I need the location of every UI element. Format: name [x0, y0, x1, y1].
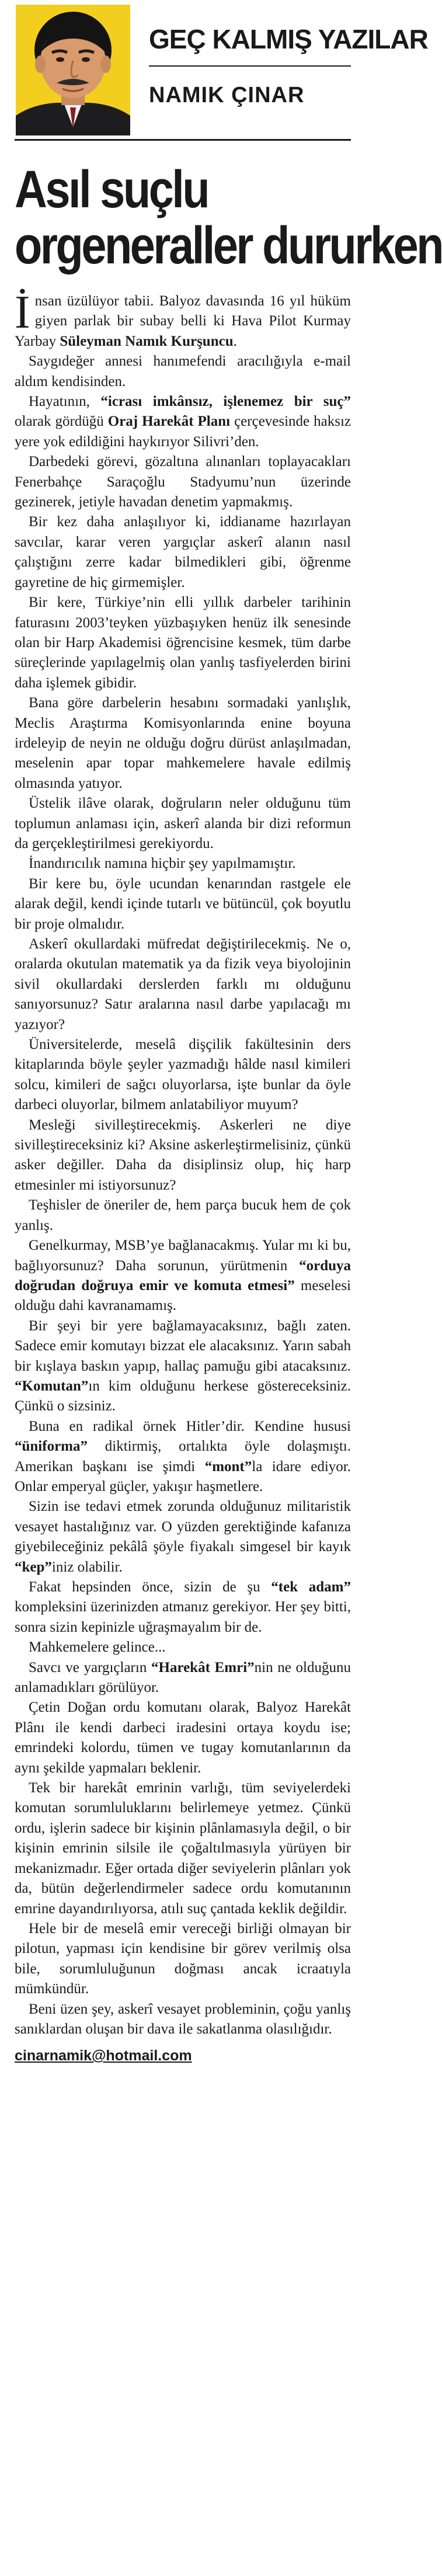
paragraph-text: Askerî okullardaki müfredat değiştirilecekmiş. Ne o, oralarda okutulan matematik ya da fizik veya biyolojinin sivil okullardaki derslerden farklı mı olduğunu sanıyorsunuz? Satır aralarına nasıl darbe yapılacağı mı yazıyor?: [15, 936, 351, 1033]
paragraph-text: diktirmiş, ortalıkta öyle dolaşmıştı. Amerikan başkanı ise şimdi: [15, 1438, 351, 1475]
article-body: [15, 287, 351, 2039]
article-paragraph: [15, 1577, 351, 1638]
paragraph-text: Hayatının,: [29, 394, 101, 410]
article-paragraph: [15, 392, 351, 452]
emphasized-text: “orduya doğrudan doğruya emir ve komuta etmesi”: [15, 1257, 351, 1294]
paragraph-text: Bir kere, Türkiye’nin elli yıllık darbeler tarihinin faturasını 2003’teyken yüzbaşıyken henüz ilk senesinde olan bir Harp Akademisi öğrencisine kesmek, tüm darbe süreçlerinde yapılagelmiş olan yanlış tasfiyelerden birini daha işlemek gibidir.: [15, 595, 351, 691]
article-paragraph: [15, 2000, 351, 2040]
paragraph-text: ın kim olduğunu herkese göstereceksiniz. Çünkü o sizsiniz.: [15, 1378, 351, 1414]
paragraph-text: olarak gördüğü: [15, 413, 108, 430]
article-paragraph: [15, 593, 351, 693]
paragraph-text: nsan üzülüyor tabii.: [34, 293, 154, 309]
article-paragraph: [15, 874, 351, 934]
paragraph-text: Üniversitelerde, meselâ dişçilik fakültesinin ders kitaplarında böyle şeyler yazmadığı hâlde nasıl kimileri solcu, kimileri de sağcı oluyorlarsa, işte bunlar da öyle darbeci oluyorlar, bilmem anlatabiliyor muyum?: [15, 1037, 351, 1113]
column-header: [15, 0, 428, 141]
paragraph-text: Bana göre darbelerin hesabını sormadaki yanlışlık, Meclis Araştırma Komisyonlarında enine boyuna irdeleyip de neyin ne olduğu doğru dürüst anlaşılmadan, meselenin apar topar mahkemelere havale edilmiş olmasında yatıyor.: [15, 695, 351, 791]
emphasized-text: Oraj Harekât Planı: [107, 413, 231, 430]
article-paragraph: [15, 1236, 351, 1316]
emphasized-text: “Harekât Emri”: [151, 1659, 255, 1675]
emphasized-text: “icrası imkânsız, işlenemez bir suç”: [100, 394, 351, 410]
emphasized-text: “üniforma”: [15, 1438, 88, 1455]
article-paragraph: [15, 1778, 351, 1919]
paragraph-text: Balyoz davasında 16 yıl hüküm giyen parlak bir subay belli ki Hava Pilot Kurmay Yarbay: [15, 293, 351, 349]
article-paragraph: [15, 1497, 351, 1577]
paragraph-text: la idare ediyor. Onlar emperyal güçler, yakışır haşmetlere.: [15, 1458, 351, 1494]
article-paragraph: [15, 854, 351, 874]
paragraph-text: Fakat hepsinden önce, sizin de şu: [29, 1579, 272, 1595]
article-paragraph: [15, 1316, 351, 1417]
paragraph-text: .: [233, 333, 237, 349]
article-paragraph: [15, 1035, 351, 1115]
article-column: [15, 0, 442, 2064]
paragraph-text: Saygıdeğer annesi hanımefendi aracılığıyla e-mail aldım kendisinden.: [15, 353, 351, 390]
paragraph-text: kompleksini üzerinizden atmanız gerekiyor. Her şey bitti, sonra sizin kepinizle uğraşmayalım bir de.: [15, 1599, 351, 1635]
paragraph-text: meselesi olduğu dahi kavranamamış.: [15, 1277, 351, 1314]
paragraph-text: Sizin ise tedavi etmek zorunda olduğunuz militaristik vesayet hastalığınız var. O yüzden gerektiğinde kafanıza giyebileceğiniz pekâlâ şöyle fiyakalı simgesel bir kayık: [15, 1499, 351, 1555]
article-paragraph: [15, 1115, 351, 1196]
article-paragraph: [15, 1638, 351, 1657]
paragraph-text: İnandırıcılık namına hiçbir şey yapılmamıştır.: [29, 856, 296, 872]
article-paragraph: [15, 352, 351, 392]
paragraph-text: Çetin Doğan ordu komutanı olarak, Balyoz Harekât Plânı ile kendi darbeci iradesini ortaya koydu ise; emrindeki kolordu, tümen ve tugay komutanlarının da aynı şekilde yapmaları beklenir.: [15, 1699, 351, 1776]
article-paragraph: [15, 1195, 351, 1236]
article-paragraph: [15, 934, 351, 1035]
header-divider: [149, 65, 351, 67]
emphasized-text: Süleyman Namık Kurşuncu: [60, 333, 234, 349]
paragraph-text: Teşhisler de öneriler de, hem parça bucuk hem de çok yanlış.: [15, 1197, 351, 1233]
article-paragraph: [15, 693, 351, 794]
emphasized-text: “mont”: [204, 1458, 252, 1475]
paragraph-text: Bir şeyi bir yere bağlamayacaksınız, bağlı zaten. Sadece emir komutayı bizzat ele alacaksınız. Yarın sabah bir kışlaya baskın yapıp, hallaç pamuğu gibi atacaksınız.: [15, 1317, 351, 1374]
article-paragraph: [15, 452, 351, 512]
author-photo: [16, 5, 130, 135]
paragraph-text: çerçevesinde haksız yere yok edildiğini haykırıyor Silivri’den.: [15, 413, 351, 450]
article-paragraph: [15, 512, 351, 593]
paragraph-text: Beni üzen şey, askerî vesayet probleminin, çoğu yanlış sanıklardan oluşan bir dava ile sakatlanma olasılığıdır.: [15, 2001, 351, 2037]
article-paragraph: [15, 794, 351, 854]
paragraph-text: Bir kez daha anlaşılıyor ki, iddianame hazırlayan savcılar, karar veren yargıçlar askerî alanın nasıl çalıştığını zerre kadar bilmedikleri gibi, öğrenme gayretine de hiç girmemişler.: [15, 514, 351, 590]
column-title: GEÇ KALMIŞ YAZILAR: [149, 24, 428, 54]
paragraph-text: Buna en radikal örnek Hitler’dir. Kendine hususi: [29, 1418, 351, 1434]
paragraph-text: nin ne olduğunu anlamadıkları görülüyor.: [15, 1659, 351, 1696]
article-paragraph: [15, 1698, 351, 1778]
author-portrait-image: [16, 5, 130, 135]
article-headline: [15, 161, 442, 275]
paragraph-text: Genelkurmay, MSB’ye bağlanacakmış. Yular mı ki bu, bağlıyorsunuz? Daha sorunun, yürütmenin: [15, 1237, 351, 1274]
paragraph-text: Hele bir de meselâ emir vereceği birliği olmayan bir pilotun, yapması için kendisine bir görev verilmiş olsa bile, sorumluluğunun doğması ancak icraatıyla mümkündür.: [15, 1920, 351, 1997]
emphasized-text: “kep”: [15, 1559, 52, 1575]
paragraph-text: Mahkemelere gelince...: [29, 1639, 166, 1656]
paragraph-text: Mesleği sivilleştirecekmiş. Askerleri ne diye sivilleştireceksiniz ki? Aksine askerleştirmelisiniz, çünkü asker değiller. Daha da disiplinsiz olup, hiç harp etmesinler mi istiyorsunuz?: [15, 1117, 351, 1193]
article-paragraph: [15, 1658, 351, 1698]
author-email-link[interactable]: cinarnamik@hotmail.com: [15, 2047, 192, 2064]
article-paragraph: [15, 1417, 351, 1497]
emphasized-text: “tek adam”: [271, 1579, 351, 1595]
article-paragraph: [15, 1919, 351, 2000]
drop-cap: İ: [15, 287, 30, 338]
headline-line-1: Asıl suçlu: [15, 161, 208, 219]
paragraph-text: Bir kere bu, öyle ucundan kenarından rastgele ele alarak değil, kendi içinde tutarlı ve bütüncül, çok boyutlu bir proje olmalıdır.: [15, 875, 351, 932]
emphasized-text: “Komutan”: [15, 1378, 89, 1394]
paragraph-text: Üstelik ilâve olarak, doğruların neler olduğunu tüm toplumun anlaması için, askerî alanda bir dizi reformun da gerçekleştirilmesi gerekiyordu.: [15, 795, 351, 851]
paragraph-text: Savcı ve yargıçların: [29, 1659, 151, 1675]
paragraph-text: Tek bir harekât emrinin varlığı, tüm seviyelerdeki komutan sorumluluklarını belirlemeye yetmez. Çünkü ordu, işlerin sadece bir kişinin plânlamasıyla değil, o bir kişinin emrinin silsile ile çoğaltılmasıyla yürüyen bir mekanizmadır. Eğer ortada diğer seviyelerin plânları yok da, bütün değerlendirmeler sadece ordu komutanının emrine dayandırılıyorsa, atılı suç çantada keklik değildir.: [15, 1780, 351, 1917]
paragraph-text: Darbedeki görevi, gözaltına alınanları toplayacakları Fenerbahçe Saraçoğlu Stadyumu’nun üzerinde gezinerek, jetiyle havadan denetim yapmakmış.: [15, 454, 351, 510]
article-paragraph: [15, 287, 351, 352]
paragraph-text: iniz olabilir.: [51, 1559, 123, 1575]
author-name: NAMIK ÇINAR: [149, 83, 305, 107]
headline-line-2: orgeneraller dururken: [15, 217, 442, 275]
